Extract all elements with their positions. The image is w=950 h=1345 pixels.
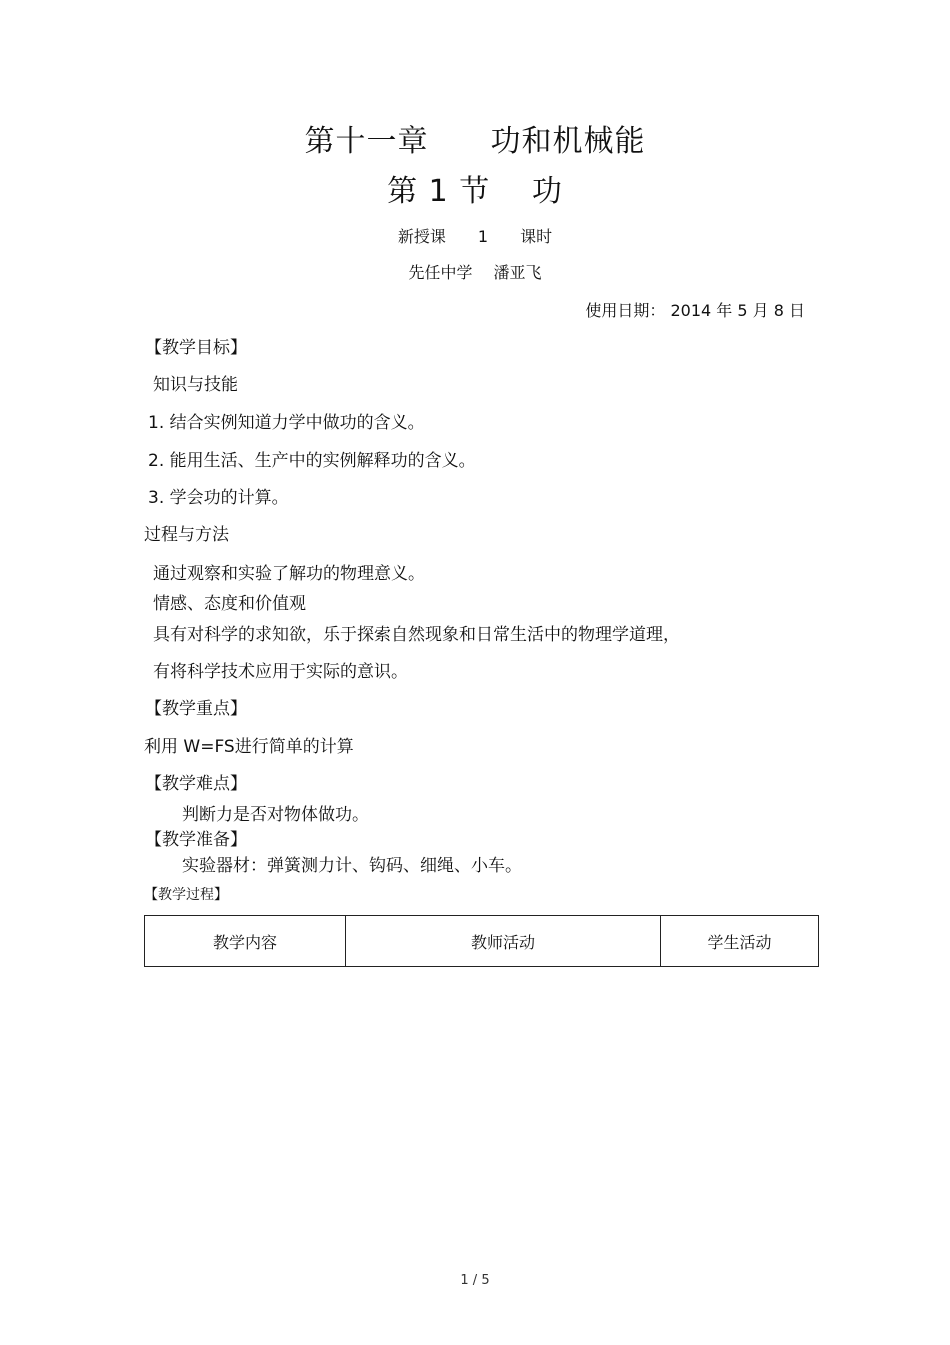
column-header-content: 教学内容	[145, 916, 346, 967]
column-header-teacher: 教师活动	[346, 916, 661, 967]
emotion-attitude-text: 具有对科学的求知欲，乐于探索自然现象和日常生活中的物理学道理，	[153, 625, 680, 645]
usage-date: 使用日期： 2014 年 5 月 8 日	[585, 301, 805, 320]
objectives-heading: 【教学目标】	[145, 338, 247, 358]
knowledge-skills-heading: 知识与技能	[153, 375, 238, 395]
key-point-heading: 【教学重点】	[145, 699, 247, 719]
section-title: 第 1 节 功	[387, 174, 563, 209]
key-point-text: 利用 W=FS进行简单的计算	[144, 737, 354, 757]
process-heading: 【教学过程】	[144, 887, 228, 903]
school-author-info: 先任中学 潘亚飞	[408, 263, 542, 282]
process-method-text: 通过观察和实验了解功的物理意义。	[153, 564, 425, 584]
knowledge-item: 3. 学会功的计算。	[148, 488, 289, 508]
teaching-process-table	[144, 915, 819, 967]
process-method-heading: 过程与方法	[144, 525, 229, 545]
emotion-attitude-text: 有将科学技术应用于实际的意识。	[153, 662, 408, 682]
difficulty-text: 判断力是否对物体做功。	[182, 805, 369, 825]
preparation-text: 实验器材：弹簧测力计、钩码、细绳、小车。	[182, 856, 522, 876]
page-number: 1 / 5	[460, 1273, 490, 1288]
preparation-heading: 【教学准备】	[145, 830, 247, 850]
knowledge-item: 2. 能用生活、生产中的实例解释功的含义。	[148, 451, 476, 471]
knowledge-item: 1. 结合实例知道力学中做功的含义。	[148, 413, 425, 433]
difficulty-heading: 【教学难点】	[145, 774, 247, 794]
chapter-title: 第十一章 功和机械能	[304, 124, 646, 159]
emotion-attitude-heading: 情感、态度和价值观	[153, 594, 306, 614]
lesson-info: 新授课 1 课时	[397, 227, 553, 246]
table-header-row	[145, 916, 819, 967]
column-header-student: 学生活动	[661, 916, 819, 967]
